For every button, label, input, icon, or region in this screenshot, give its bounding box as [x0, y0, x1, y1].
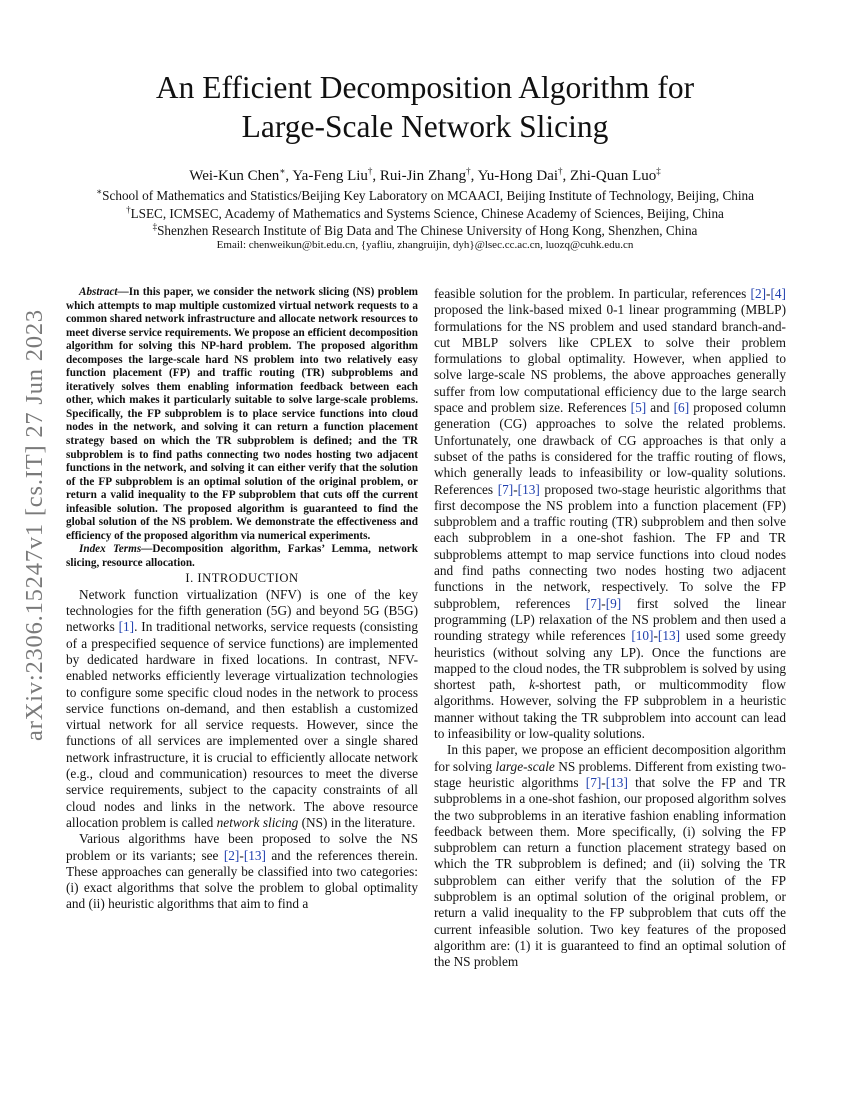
- author-name: Ya-Feng Liu: [292, 168, 368, 184]
- citation-link[interactable]: [1]: [118, 619, 135, 635]
- left-column: [66, 286, 418, 913]
- affiliation-text: School of Mathematics and Statistics/Beijing Key Laboratory on MCAACI, Beijing Institute of Technology, Beijing, China: [102, 188, 754, 203]
- author-mark: ‡: [656, 166, 661, 176]
- paper-title: [60, 68, 790, 146]
- paragraph-text: and the references therein. These approaches can generally be classified into two categories: (i) exact algorithms that solve the problem to global optimality and (ii) heuristic algorithms that aim to find a: [66, 847, 418, 912]
- citation-link[interactable]: [13]: [605, 774, 628, 790]
- citation-link[interactable]: [13]: [657, 628, 681, 644]
- abstract-text: —In this paper, we consider the network slicing (NS) problem which attempts to map multiple customized virtual network requests to a common shared network infrastructure and allocate network resources to meet diverse service requirements. We propose an efficient decomposition algorithm for solving this NP-hard problem. The proposed algorithm decomposes the large-scale hard NS problem into two relatively easy function placement (FP) and traffic routing (TR) subproblems and iteratively solves them enabling information feedback between each other, which makes it particularly suitable to solve large-scale problems. Specifically, the FP subproblem is to place service functions into cloud nodes in the network, and solving it can return a function placement strategy based on which the TR subproblem is defined; and the TR subproblem is to find paths connecting two nodes hosting two adjacent functions in the network, and solving it can either verify that the solution of the FP subproblem is an optimal solution of the original problem, or return a valid inequality to the FP subproblem that cuts off the current infeasible solution. The proposed algorithm is guaranteed to find the global solution of the NS problem. We demonstrate the effectiveness and efficiency of the proposed algorithm via numerical experiments.: [66, 286, 418, 542]
- paragraph-text: that solve the FP and TR subproblems in a one-shot fashion, our proposed algorithm solves the two subproblems in an iterative fashion enabling information feedback between them. More specifically, (i) solving the FP subproblem can return a function placement strategy based on which the TR subproblem is defined; and (ii) solving the TR subproblem can either verify that the solution of the FP subproblem is an optimal solution of the original problem, or return a valid inequality to the FP subproblem that cuts off the current infeasible solution. Two key features of the proposed algorithm are: (1) it is guaranteed to find an optimal solution of the NS problem: [434, 774, 786, 970]
- emphasized-text: large-scale: [495, 758, 555, 774]
- abstract: [66, 286, 418, 543]
- paragraph-text: and: [646, 400, 674, 416]
- author-name: Yu-Hong Dai: [477, 168, 559, 184]
- paragraph-text: feasible solution for the problem. In particular, references: [434, 286, 751, 301]
- affiliation-mark: †: [126, 204, 131, 215]
- citation-link[interactable]: [13]: [243, 847, 266, 863]
- abstract-label: Abstract: [79, 286, 118, 298]
- paragraph-text: In this paper, we propose an efficient decomposition algorithm for solving: [434, 742, 786, 774]
- paragraph-text: . In traditional networks, service requests (consisting of a prespecified sequence of service functions) are implemented by dedicated hardware in fixed locations. In contrast, NFV-enabled networks efficiently leverage virtualization technologies to configure some specific cloud nodes in the network to process service functions on-demand, and then establish a customized virtual network for all service requests. However, since the functions of all services are implemented over a single shared network infrastructure, it is crucial to efficiently allocate network (e.g., cloud and communication) resources to meet the diverse service requirements, subject to the capacity constraints of all cloud nodes and links in the network. The above resource allocation problem is called: [66, 619, 418, 830]
- paragraph-text: NS problems. Different from existing two-stage heuristic algorithms: [434, 758, 786, 790]
- author-name: Zhi-Quan Luo: [570, 168, 657, 184]
- body-paragraph: [434, 286, 786, 742]
- paragraph-text: -: [601, 595, 606, 611]
- affiliation: [40, 223, 810, 239]
- right-body-text: [434, 286, 786, 970]
- paragraph-text: -: [239, 847, 244, 863]
- author-emails: Email: chenweikun@bit.edu.cn, {yafliu, zhangruijin, dyh}@lsec.cc.ac.cn, luozq@cuhk.edu.cn: [216, 239, 634, 251]
- author-mark: †: [466, 166, 471, 176]
- paragraph-text: -: [766, 286, 771, 301]
- paragraph-text: used some greedy heuristics (without solving any LP). Once the functions are mapped to the cloud nodes, the TR subproblem is solved by using shortest path,: [434, 628, 786, 693]
- author-list: Wei-Kun Chen∗, Ya-Feng Liu†, Rui-Jin Zhang†, Yu-Hong Dai†, Zhi-Quan Luo‡: [189, 166, 661, 184]
- index-terms: [66, 543, 418, 570]
- body-paragraph: [66, 831, 418, 912]
- left-body-text: [66, 587, 418, 913]
- index-terms-label: Index Terms: [79, 543, 142, 556]
- citation-link[interactable]: [10]: [631, 628, 654, 644]
- author-name: Wei-Kun Chen: [189, 168, 280, 184]
- paragraph-text: proposed two-stage heuristic algorithms that first decompose the NS problem into a function placement (FP) subproblem and a traffic routing (TR) subproblem and then solve each subproblem in a one-shot fashion. The FP and TR subproblems attempt to map service functions into cloud nodes and find paths connecting two nodes hosting two adjacent functions in the network, respectively. To solve the FP subproblem, references: [434, 481, 786, 611]
- affiliation-text: LSEC, ICMSEC, Academy of Mathematics and Systems Science, Chinese Academy of Sciences, Beijing, China: [130, 206, 724, 221]
- citation-link[interactable]: [6]: [673, 400, 690, 416]
- author-mark: ∗: [279, 166, 286, 176]
- author-mark: †: [367, 166, 373, 176]
- paragraph-text: -: [601, 774, 606, 790]
- body-paragraph: [66, 587, 418, 831]
- paragraph-text: -shortest path, or multicommodity flow algorithms. However, solving the FP subproblem in a heuristic manner without taking the TR subproblem into account can lead to infeasibility or low-quality solutions.: [434, 677, 787, 742]
- paragraph-text: first solved the linear programming (LP) relaxation of the NS problem and then used a rounding strategy while references: [434, 595, 786, 644]
- affiliation-mark: ‡: [152, 221, 158, 232]
- emphasized-text: k: [529, 677, 535, 693]
- paragraph-text: Network function virtualization (NFV) is one of the key technologies for the fifth generation (5G) and beyond 5G (B5G) networks: [66, 586, 418, 635]
- paragraph-text: proposed column generation (CG) approaches to solve the related problems. Unfortunately, one drawback of CG approaches is that only a subset of the paths is considered for the traffic routing of flows, which generally leads to infeasibility or low-quality solutions. References: [434, 400, 786, 497]
- citation-link[interactable]: [13]: [517, 481, 540, 497]
- index-terms-text: —Decomposition algorithm, Farkas’ Lemma, network slicing, resource allocation.: [66, 543, 418, 569]
- affiliation: [40, 206, 810, 222]
- affiliation: [40, 188, 810, 204]
- citation-link[interactable]: [7]: [585, 595, 602, 611]
- title-line-2: Large-Scale Network Slicing: [241, 109, 609, 144]
- citation-link[interactable]: [7]: [585, 774, 602, 790]
- section-heading-introduction: I. INTRODUCTION: [185, 571, 299, 586]
- citation-link[interactable]: [9]: [605, 595, 622, 611]
- author-name: Rui-Jin Zhang: [379, 168, 467, 184]
- arxiv-identifier: [4, 290, 66, 760]
- author-mark: †: [558, 166, 563, 176]
- paragraph-text: -: [513, 481, 518, 497]
- emphasized-text: network slicing: [216, 814, 299, 830]
- citation-link[interactable]: [7]: [497, 481, 514, 497]
- affiliation-text: Shenzhen Research Institute of Big Data and The Chinese University of Hong Kong, Shenzhen, China: [157, 223, 698, 238]
- title-line-1: An Efficient Decomposition Algorithm for: [155, 70, 695, 105]
- right-column: [434, 286, 786, 970]
- body-paragraph: [434, 742, 786, 970]
- citation-link[interactable]: [4]: [770, 286, 786, 301]
- arxiv-identifier-text: arXiv:2306.15247v1 [cs.IT] 27 Jun 2023: [21, 309, 48, 741]
- citation-link[interactable]: [5]: [630, 400, 647, 416]
- paragraph-text: (NS) in the literature.: [298, 814, 416, 830]
- paragraph-text: proposed the link-based mixed 0-1 linear programming (MBLP) formulations for the NS problem and used standard branch-and-cut MBLP solvers like CPLEX to solve their problem formulations to global optimality. However, when applied to solve large-scale NS problems, the above approaches generally suffer from low computational efficiency due to the large search space and problem size. References: [434, 302, 786, 416]
- affiliation-mark: ∗: [96, 186, 103, 197]
- citation-link[interactable]: [2]: [750, 286, 767, 301]
- paragraph-text: Various algorithms have been proposed to solve the NS problem or its variants; see: [66, 831, 418, 863]
- citation-link[interactable]: [2]: [223, 847, 240, 863]
- paragraph-text: -: [653, 628, 658, 644]
